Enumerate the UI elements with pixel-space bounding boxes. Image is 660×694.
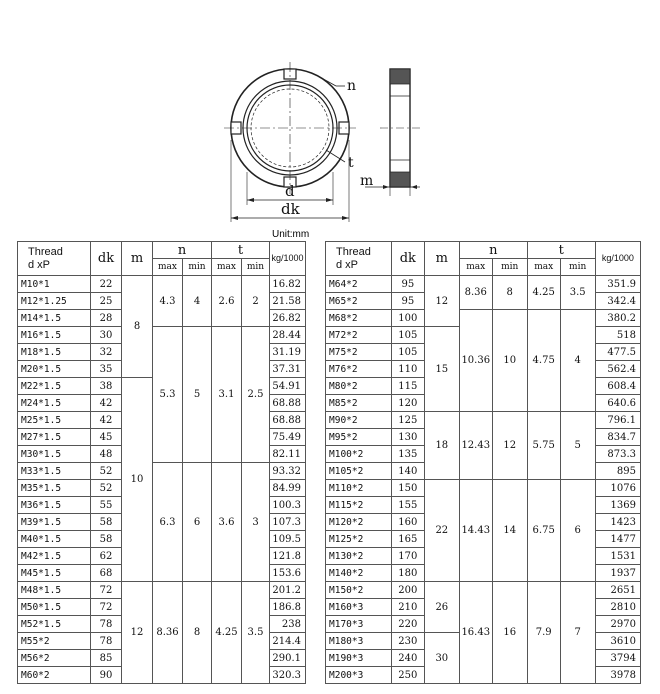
dk-cell: 110 bbox=[391, 361, 424, 378]
label-t: t bbox=[348, 155, 354, 171]
n-max-cell: 6.3 bbox=[153, 463, 183, 582]
header-t-min: min bbox=[242, 259, 270, 276]
m-cell: 22 bbox=[424, 480, 459, 582]
dk-cell: 85 bbox=[91, 650, 122, 667]
dk-cell: 150 bbox=[391, 480, 424, 497]
weight-cell: 28.44 bbox=[270, 327, 306, 344]
thread-cell: M64*2 bbox=[326, 276, 392, 293]
weight-cell: 186.8 bbox=[270, 599, 306, 616]
n-min-cell: 8 bbox=[492, 276, 527, 310]
weight-cell: 290.1 bbox=[270, 650, 306, 667]
thread-cell: M20*1.5 bbox=[18, 361, 91, 378]
n-min-cell: 4 bbox=[183, 276, 212, 327]
dk-cell: 38 bbox=[91, 378, 122, 395]
header-n-min: min bbox=[183, 259, 212, 276]
weight-cell: 608.4 bbox=[595, 378, 640, 395]
thread-cell: M30*1.5 bbox=[18, 446, 91, 463]
weight-cell: 75.49 bbox=[270, 429, 306, 446]
t-min-cell: 4 bbox=[560, 310, 595, 412]
weight-cell: 238 bbox=[270, 616, 306, 633]
header-weight: kg/1000 bbox=[270, 242, 306, 276]
m-cell: 12 bbox=[424, 276, 459, 327]
dk-cell: 165 bbox=[391, 531, 424, 548]
table-row bbox=[326, 310, 641, 327]
header-n-max: max bbox=[153, 259, 183, 276]
weight-cell: 518 bbox=[595, 327, 640, 344]
weight-cell: 2970 bbox=[595, 616, 640, 633]
dk-cell: 45 bbox=[91, 429, 122, 446]
thread-cell: M55*2 bbox=[18, 633, 91, 650]
thread-cell: M160*3 bbox=[326, 599, 392, 616]
thread-cell: M190*3 bbox=[326, 650, 392, 667]
thread-cell: M48*1.5 bbox=[18, 582, 91, 599]
header-t-min: min bbox=[560, 259, 595, 276]
weight-cell: 93.32 bbox=[270, 463, 306, 480]
table-row bbox=[326, 276, 641, 293]
thread-cell: M12*1.25 bbox=[18, 293, 91, 310]
table-row bbox=[326, 582, 641, 599]
weight-cell: 107.3 bbox=[270, 514, 306, 531]
weight-cell: 477.5 bbox=[595, 344, 640, 361]
thread-cell: M80*2 bbox=[326, 378, 392, 395]
dk-cell: 210 bbox=[391, 599, 424, 616]
t-max-cell: 4.25 bbox=[212, 582, 242, 684]
spec-table-right bbox=[325, 241, 641, 684]
n-min-cell: 10 bbox=[492, 310, 527, 412]
thread-cell: M76*2 bbox=[326, 361, 392, 378]
weight-cell: 3610 bbox=[595, 633, 640, 650]
weight-cell: 873.3 bbox=[595, 446, 640, 463]
weight-cell: 153.6 bbox=[270, 565, 306, 582]
header-dk: dk bbox=[91, 242, 122, 276]
dk-cell: 28 bbox=[91, 310, 122, 327]
weight-cell: 16.82 bbox=[270, 276, 306, 293]
thread-cell: M85*2 bbox=[326, 395, 392, 412]
n-min-cell: 5 bbox=[183, 327, 212, 463]
thread-cell: M45*1.5 bbox=[18, 565, 91, 582]
thread-cell: M72*2 bbox=[326, 327, 392, 344]
dk-cell: 32 bbox=[91, 344, 122, 361]
n-max-cell: 16.43 bbox=[459, 582, 492, 684]
t-min-cell: 3.5 bbox=[560, 276, 595, 310]
dk-cell: 42 bbox=[91, 395, 122, 412]
label-n: n bbox=[347, 78, 357, 94]
m-cell: 8 bbox=[122, 276, 153, 378]
n-max-cell: 8.36 bbox=[153, 582, 183, 684]
header-thread: Thread d xP bbox=[18, 242, 91, 276]
dk-cell: 105 bbox=[391, 344, 424, 361]
thread-cell: M170*3 bbox=[326, 616, 392, 633]
weight-cell: 100.3 bbox=[270, 497, 306, 514]
thread-cell: M22*1.5 bbox=[18, 378, 91, 395]
dk-cell: 160 bbox=[391, 514, 424, 531]
dk-cell: 125 bbox=[391, 412, 424, 429]
table-row bbox=[18, 327, 306, 344]
t-max-cell: 6.75 bbox=[527, 480, 560, 582]
header-t: t bbox=[212, 242, 270, 259]
dk-cell: 180 bbox=[391, 565, 424, 582]
t-max-cell: 7.9 bbox=[527, 582, 560, 684]
thread-cell: M105*2 bbox=[326, 463, 392, 480]
header-m: m bbox=[122, 242, 153, 276]
t-max-cell: 2.6 bbox=[212, 276, 242, 327]
table-row bbox=[326, 480, 641, 497]
n-min-cell: 8 bbox=[183, 582, 212, 684]
m-cell: 30 bbox=[424, 633, 459, 684]
weight-cell: 3794 bbox=[595, 650, 640, 667]
thread-cell: M75*2 bbox=[326, 344, 392, 361]
n-min-cell: 6 bbox=[183, 463, 212, 582]
weight-cell: 54.91 bbox=[270, 378, 306, 395]
dk-cell: 140 bbox=[391, 463, 424, 480]
t-min-cell: 3 bbox=[242, 463, 270, 582]
table-row bbox=[18, 463, 306, 480]
weight-cell: 351.9 bbox=[595, 276, 640, 293]
n-max-cell: 10.36 bbox=[459, 310, 492, 412]
dk-cell: 100 bbox=[391, 310, 424, 327]
header-m: m bbox=[424, 242, 459, 276]
dk-cell: 130 bbox=[391, 429, 424, 446]
t-min-cell: 5 bbox=[560, 412, 595, 480]
m-cell: 15 bbox=[424, 327, 459, 412]
thread-cell: M52*1.5 bbox=[18, 616, 91, 633]
weight-cell: 834.7 bbox=[595, 429, 640, 446]
header-n: n bbox=[153, 242, 212, 259]
n-max-cell: 12.43 bbox=[459, 412, 492, 480]
t-max-cell: 4.25 bbox=[527, 276, 560, 310]
weight-cell: 2651 bbox=[595, 582, 640, 599]
dk-cell: 55 bbox=[91, 497, 122, 514]
thread-cell: M36*1.5 bbox=[18, 497, 91, 514]
dimension-arrows bbox=[231, 185, 417, 220]
n-max-cell: 14.43 bbox=[459, 480, 492, 582]
weight-cell: 342.4 bbox=[595, 293, 640, 310]
weight-cell: 2810 bbox=[595, 599, 640, 616]
header-thread: Thread d xP bbox=[326, 242, 392, 276]
t-max-cell: 4.75 bbox=[527, 310, 560, 412]
weight-cell: 31.19 bbox=[270, 344, 306, 361]
thread-cell: M140*2 bbox=[326, 565, 392, 582]
dk-cell: 22 bbox=[91, 276, 122, 293]
thread-cell: M42*1.5 bbox=[18, 548, 91, 565]
m-cell: 26 bbox=[424, 582, 459, 633]
dk-cell: 95 bbox=[391, 276, 424, 293]
weight-cell: 201.2 bbox=[270, 582, 306, 599]
dk-cell: 58 bbox=[91, 531, 122, 548]
dk-cell: 250 bbox=[391, 667, 424, 684]
dk-cell: 105 bbox=[391, 327, 424, 344]
weight-cell: 320.3 bbox=[270, 667, 306, 684]
dk-cell: 72 bbox=[91, 599, 122, 616]
dk-cell: 48 bbox=[91, 446, 122, 463]
dk-cell: 68 bbox=[91, 565, 122, 582]
thread-cell: M150*2 bbox=[326, 582, 392, 599]
t-min-cell: 6 bbox=[560, 480, 595, 582]
thread-cell: M27*1.5 bbox=[18, 429, 91, 446]
dk-cell: 115 bbox=[391, 378, 424, 395]
dk-cell: 58 bbox=[91, 514, 122, 531]
table-row bbox=[18, 276, 306, 293]
thread-cell: M100*2 bbox=[326, 446, 392, 463]
t-max-cell: 5.75 bbox=[527, 412, 560, 480]
dk-cell: 220 bbox=[391, 616, 424, 633]
weight-cell: 3978 bbox=[595, 667, 640, 684]
weight-cell: 380.2 bbox=[595, 310, 640, 327]
thread-cell: M18*1.5 bbox=[18, 344, 91, 361]
thread-cell: M39*1.5 bbox=[18, 514, 91, 531]
weight-cell: 26.82 bbox=[270, 310, 306, 327]
t-max-cell: 3.6 bbox=[212, 463, 242, 582]
weight-cell: 895 bbox=[595, 463, 640, 480]
thread-cell: M60*2 bbox=[18, 667, 91, 684]
dk-cell: 30 bbox=[91, 327, 122, 344]
dk-cell: 52 bbox=[91, 463, 122, 480]
dk-cell: 95 bbox=[391, 293, 424, 310]
weight-cell: 1076 bbox=[595, 480, 640, 497]
t-min-cell: 2 bbox=[242, 276, 270, 327]
thread-cell: M130*2 bbox=[326, 548, 392, 565]
weight-cell: 1937 bbox=[595, 565, 640, 582]
weight-cell: 640.6 bbox=[595, 395, 640, 412]
thread-cell: M120*2 bbox=[326, 514, 392, 531]
n-max-cell: 8.36 bbox=[459, 276, 492, 310]
label-m: m bbox=[360, 173, 374, 189]
unit-note: Unit:mm bbox=[272, 229, 310, 240]
weight-cell: 562.4 bbox=[595, 361, 640, 378]
weight-cell: 1423 bbox=[595, 514, 640, 531]
header-n-max: max bbox=[459, 259, 492, 276]
thread-cell: M56*2 bbox=[18, 650, 91, 667]
dk-cell: 120 bbox=[391, 395, 424, 412]
dk-cell: 78 bbox=[91, 616, 122, 633]
weight-cell: 82.11 bbox=[270, 446, 306, 463]
header-weight: kg/1000 bbox=[595, 242, 640, 276]
dk-cell: 72 bbox=[91, 582, 122, 599]
thread-cell: M14*1.5 bbox=[18, 310, 91, 327]
thread-cell: M50*1.5 bbox=[18, 599, 91, 616]
weight-cell: 21.58 bbox=[270, 293, 306, 310]
m-cell: 18 bbox=[424, 412, 459, 480]
dk-cell: 52 bbox=[91, 480, 122, 497]
weight-cell: 214.4 bbox=[270, 633, 306, 650]
weight-cell: 1477 bbox=[595, 531, 640, 548]
n-max-cell: 4.3 bbox=[153, 276, 183, 327]
weight-cell: 121.8 bbox=[270, 548, 306, 565]
header-n-min: min bbox=[492, 259, 527, 276]
header-t: t bbox=[527, 242, 595, 259]
weight-cell: 796.1 bbox=[595, 412, 640, 429]
n-min-cell: 14 bbox=[492, 480, 527, 582]
thread-cell: M110*2 bbox=[326, 480, 392, 497]
m-cell: 12 bbox=[122, 582, 153, 684]
thread-cell: M35*1.5 bbox=[18, 480, 91, 497]
n-max-cell: 5.3 bbox=[153, 327, 183, 463]
thread-cell: M68*2 bbox=[326, 310, 392, 327]
dk-cell: 35 bbox=[91, 361, 122, 378]
thread-cell: M65*2 bbox=[326, 293, 392, 310]
thread-cell: M90*2 bbox=[326, 412, 392, 429]
dk-cell: 170 bbox=[391, 548, 424, 565]
header-t-max: max bbox=[212, 259, 242, 276]
thread-cell: M115*2 bbox=[326, 497, 392, 514]
dk-cell: 240 bbox=[391, 650, 424, 667]
weight-cell: 109.5 bbox=[270, 531, 306, 548]
dk-cell: 25 bbox=[91, 293, 122, 310]
weight-cell: 84.99 bbox=[270, 480, 306, 497]
thread-cell: M10*1 bbox=[18, 276, 91, 293]
weight-cell: 68.88 bbox=[270, 412, 306, 429]
thread-cell: M16*1.5 bbox=[18, 327, 91, 344]
thread-cell: M33*1.5 bbox=[18, 463, 91, 480]
dk-cell: 230 bbox=[391, 633, 424, 650]
header-t-max: max bbox=[527, 259, 560, 276]
thread-cell: M200*3 bbox=[326, 667, 392, 684]
thread-cell: M180*3 bbox=[326, 633, 392, 650]
dk-cell: 42 bbox=[91, 412, 122, 429]
t-max-cell: 3.1 bbox=[212, 327, 242, 463]
thread-cell: M95*2 bbox=[326, 429, 392, 446]
dk-cell: 135 bbox=[391, 446, 424, 463]
m-cell: 10 bbox=[122, 378, 153, 582]
n-min-cell: 12 bbox=[492, 412, 527, 480]
t-min-cell: 2.5 bbox=[242, 327, 270, 463]
table-row bbox=[326, 412, 641, 429]
t-min-cell: 3.5 bbox=[242, 582, 270, 684]
thread-cell: M25*1.5 bbox=[18, 412, 91, 429]
t-min-cell: 7 bbox=[560, 582, 595, 684]
dk-cell: 90 bbox=[91, 667, 122, 684]
header-dk: dk bbox=[391, 242, 424, 276]
dk-cell: 155 bbox=[391, 497, 424, 514]
weight-cell: 68.88 bbox=[270, 395, 306, 412]
dk-cell: 62 bbox=[91, 548, 122, 565]
dk-cell: 78 bbox=[91, 633, 122, 650]
header-n: n bbox=[459, 242, 527, 259]
thread-cell: M24*1.5 bbox=[18, 395, 91, 412]
weight-cell: 37.31 bbox=[270, 361, 306, 378]
thread-cell: M40*1.5 bbox=[18, 531, 91, 548]
spec-table-left bbox=[17, 241, 306, 684]
weight-cell: 1369 bbox=[595, 497, 640, 514]
weight-cell: 1531 bbox=[595, 548, 640, 565]
thread-cell: M125*2 bbox=[326, 531, 392, 548]
table-row bbox=[18, 582, 306, 599]
label-d: d bbox=[285, 182, 295, 200]
label-dk: dk bbox=[281, 200, 300, 218]
nut-technical-drawing bbox=[0, 0, 660, 240]
dk-cell: 200 bbox=[391, 582, 424, 599]
n-min-cell: 16 bbox=[492, 582, 527, 684]
